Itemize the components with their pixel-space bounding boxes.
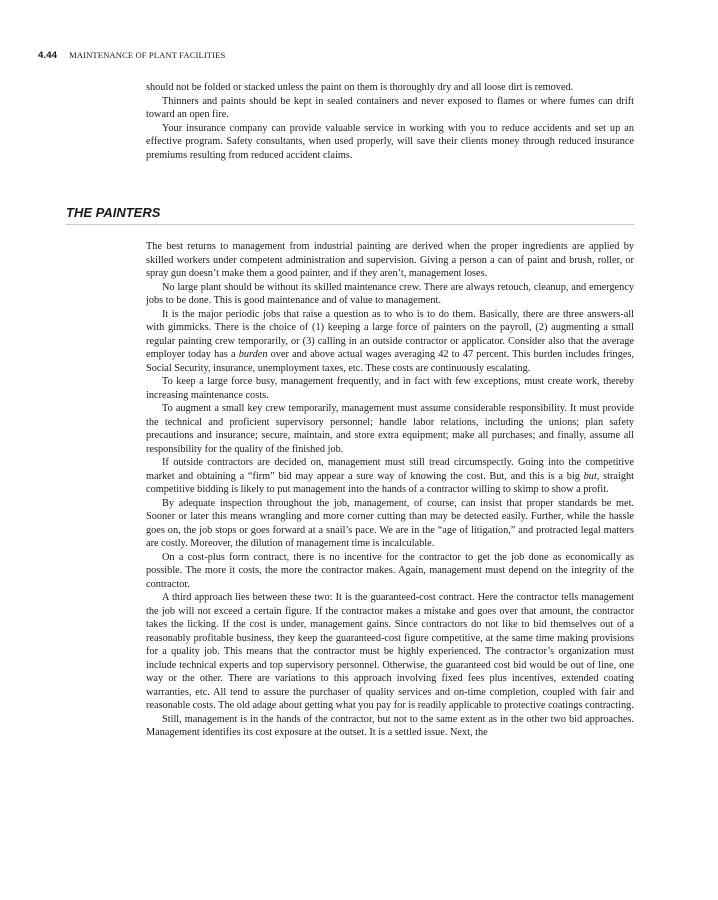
paragraph (146, 456, 634, 497)
paragraph: No large plant should be without its skilled maintenance crew. There are always retouch, cleanup, and emergency jobs to be done. This is good maintenance and of value to management. (146, 281, 634, 306)
paragraph: On a cost-plus form contract, there is no incentive for the contractor to get the job done as economically as possible. The more it costs, the more the contractor makes. Again, management must depend on the integrity of the contractor. (146, 551, 634, 590)
intro-paragraph: Thinners and paints should be kept in sealed containers and never exposed to flames or where fumes can drift toward an open fire. (146, 95, 634, 120)
paragraph: The best returns to management from industrial painting are derived when the proper ingredients are applied by skilled workers under competent administration and supervision. Giving a person a can of paint and brush, roller, or spray gun doesn’t make them a good painter, and if they aren’t, management loses. (146, 241, 634, 279)
intro-paragraph: should not be folded or stacked unless the paint on them is thoroughly dry and all loose dirt is removed. (146, 82, 574, 93)
emphasis: burden (238, 349, 268, 360)
section-text-block (146, 240, 634, 740)
intro-paragraph: Your insurance company can provide valuable service in working with you to reduce accidents and set up an effective program. Safety consultants, when used properly, will save their clients money through reduced insurance premiums resulting from reduced accident claims. (146, 122, 634, 161)
text-run: over and above actual wages averaging 42 to 47 percent. This burden includes fringes, Social Security, insurance, unemployment taxes, etc. These costs are continuously escalating. (146, 349, 634, 374)
paragraph: Still, management is in the hands of the contractor, but not to the same extent as in the other two bid approaches. Management identifies its cost exposure at the outset. It is a settled issue. Next, the (146, 713, 634, 738)
text-run: It is the major periodic jobs that raise a question as to who is to do them. Basically, there are three answers-all with gimmicks. There is the choice of (1) keeping a large force of painters on the payroll, (2) augmenting a small regular painting crew temporarily, or (3) calling in an outside contractor or applicator. Consider also that the average employer today has a (146, 308, 634, 360)
section-heading: THE PAINTERS (66, 205, 161, 220)
paragraph: To augment a small key crew temporarily, management must assume considerable responsibility. It must provide the technical and proficient supervisory personnel; handle labor relations, including the unions; plan safety precautions and insurance; secure, maintain, and store extra equipment; make all purchases; and finally, assume all responsibility for the quality of the finished job. (146, 403, 634, 455)
section-divider (66, 224, 634, 225)
paragraph (146, 308, 634, 376)
intro-text-block (146, 81, 634, 162)
paragraph: To keep a large force busy, management frequently, and in fact with few exceptions, must create work, thereby increasing maintenance costs. (146, 376, 634, 401)
running-head (38, 50, 225, 61)
paragraph: By adequate inspection throughout the job, management, of course, can insist that proper standards be met. Sooner or later this means wrangling and more corner cutting than may be detected easily. Further, while the hassle goes on, the job stops or goes forward at a snail’s pace. We are in the “age of litigation,” and protracted legal matters are costly. Moreover, the dilution of management time is incalculable. (146, 497, 634, 549)
running-head-title: MAINTENANCE OF PLANT FACILITIES (69, 50, 226, 60)
emphasis: but, (583, 470, 600, 482)
page-number: 4.44 (38, 50, 58, 61)
paragraph: A third approach lies between these two: It is the guaranteed-cost contract. Here the contractor tells management the job will not exceed a certain figure. If the contractor makes a mistake and goes over that amount, the contractor takes the licking. If the cost is under, management gains. Since contractors do not like to bid themselves out of a reasonably profitable business, they keep the guaranteed-cost figure competitive, at the same time making provisions for a quality job. This means that the contractor must be highly experienced. The contractor’s organization must include technical experts and top supervisory personnel. Otherwise, the guaranteed cost bid would be out of line, one way or the other. There are variations to this approach involving fixed fees plus incentives, extended coating warranties, etc. All tend to assure the purchaser of quality services and on-time completion, coupled with fair and reasonable costs. The old adage about getting what you pay for is readily applicable to protective coatings contracting. (146, 592, 634, 711)
text-run: If outside contractors are decided on, management must still tread circumspectly. Going into the competitive market and obtaining a “firm” bid may appear a sure way of knowing the cost. But, and this is a big (146, 457, 634, 482)
text-run: straight competitive bidding is likely to put management into the hands of a contractor willing to skimp to show a profit. (146, 470, 634, 495)
